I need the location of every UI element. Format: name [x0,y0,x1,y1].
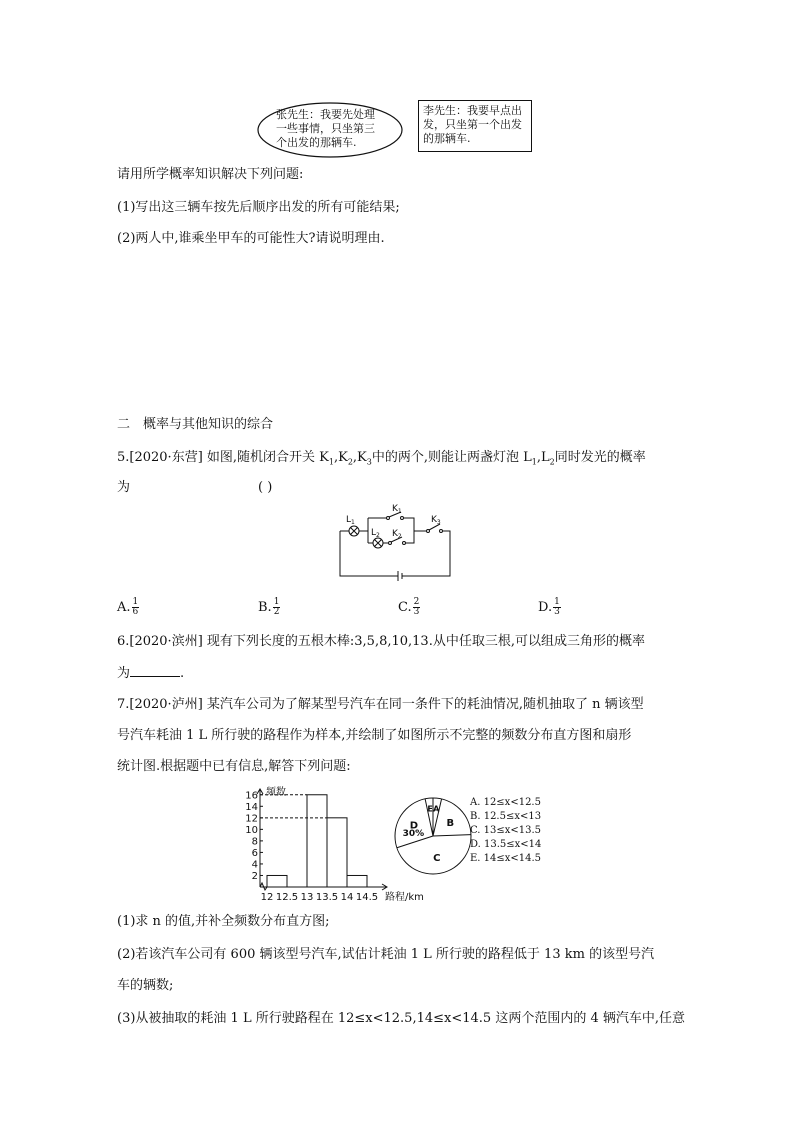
x-tick-label: 13 [300,892,314,903]
label-l2: $L_2$ [371,528,380,539]
q5-line1: 5.[2020·东营] 如图,随机闭合开关 $K_1,K_2,K_3$中的两个,则能让两盏灯泡 $L_1,L_2$同时发光的概率 [117,450,646,467]
sector-chart [392,795,474,877]
q6-line1: 6.[2020·滨州] 现有下列长度的五根木棒:3,5,8,10,13.从中任取三根,可以组成三角形的概率 [117,634,645,649]
y-tick-label: 12 [245,813,258,825]
q5-answer-paren: ( ) [258,480,273,495]
option-d[interactable]: D. $\frac{1}{3}$ [538,597,560,617]
li-line-3: 的那辆车. [423,132,471,145]
q6-line2: 为 . [117,666,185,681]
y-tick-label: 10 [245,824,258,836]
q7-line2: 号汽车耗油 1 L 所行驶的路程作为样本,并绘制了如图所示不完整的频数分布直方图和扇形 [117,728,632,743]
zhang-line-1: 张先生：我要先处理 [276,108,375,121]
li-speech-text [423,104,531,146]
histogram-bar [327,818,347,887]
circuit-diagram [330,500,460,582]
pie-percent-d: 30% [402,829,425,840]
label-k3: $K_3$ [431,515,441,526]
legend-item-b: B. 12.5≤x<13 [470,811,542,822]
q7-line1: 7.[2020·泸州] 某汽车公司为了解某型号汽车在同一条件下的耗油情况,随机抽取了 n 辆该型 [117,697,644,712]
pie-label-e: E [427,804,433,814]
section-title: 二 概率与其他知识的综合 [117,417,274,432]
q7-part3: (3)从被抽取的耗油 1 L 所行驶路程在 12≤x<12.5,14≤x<14.5 这两个范围内的 4 辆汽车中,任意 [117,1011,685,1026]
x-axis-label: 路程/km [385,892,424,903]
q7-line3: 统计图.根据题中已有信息,解答下列问题: [117,759,351,774]
x-tick-label: 14 [340,892,354,903]
pie-label-c: C [433,853,441,865]
pie-label-a: A [433,804,440,814]
q7-part2a: (2)若该汽车公司有 600 辆该型号汽车,试估计耗油 1 L 所行驶的路程低于 13 km 的该型号汽 [117,947,655,962]
option-c[interactable]: C. $\frac{2}{3}$ [398,597,420,617]
li-line-2: 发，只坐第一个出发 [423,118,522,131]
x-tick-label: 12.5 [275,892,299,903]
legend-item-a: A. 12≤x<12.5 [470,797,541,808]
label-k1: $K_1$ [392,504,402,515]
y-tick-label: 6 [251,847,258,859]
pie-divider [433,835,471,836]
histogram-bar [267,875,287,887]
x-tick-label: 13.5 [315,892,339,903]
li-line-1: 李先生：我要早点出 [423,104,522,117]
zhang-speech-text [276,108,396,150]
option-a[interactable]: A. $\frac{1}{6}$ [117,597,139,617]
y-tick-label: 4 [251,859,258,871]
y-tick-label: 14 [245,801,258,813]
y-axis-label: 频数 [266,787,286,798]
q6-answer-blank[interactable] [130,664,180,677]
zhang-line-3: 个出发的那辆车. [276,136,357,149]
x-tick-label: 12 [260,892,274,903]
histogram-bar [307,795,327,887]
q4-part1: (1)写出这三辆车按先后顺序出发的所有可能结果; [117,200,400,215]
zhang-line-2: 一些事情，只坐第三 [276,122,375,135]
pie-legend [470,796,541,866]
q5-text-a: 5.[2020·东营] 如图,随机闭合开关 K [117,450,329,465]
legend-item-e: E. 14≤x<14.5 [470,853,542,864]
q5-text-c: 同时发光的概率 [554,450,646,465]
legend-item-d: D. 13.5≤x<14 [470,839,542,850]
q7-part1: (1)求 n 的值,并补全频数分布直方图; [117,914,330,929]
y-tick-label: 8 [251,836,258,848]
y-tick-label: 16 [245,790,258,802]
q5-line2: 为 [117,480,131,495]
y-tick-label: 2 [251,870,258,882]
pie-label-d: D [409,820,419,832]
label-l1: $L_1$ [346,515,355,526]
legend-item-c: C. 13≤x<13.5 [470,825,542,836]
q4-part2: (2)两人中,谁乘坐甲车的可能性大?请说明理由. [117,231,385,246]
pie-label-b: B [446,817,455,829]
q4-intro: 请用所学概率知识解决下列问题: [117,167,304,182]
label-k2: $K_2$ [392,529,402,540]
q7-part2b: 车的辆数; [117,978,174,993]
histogram-bar [347,875,367,887]
option-b[interactable]: B. $\frac{1}{2}$ [258,597,280,617]
q5-text-b: 中的两个,则能让两盏灯泡 L [371,450,532,465]
x-tick-label: 14.5 [355,892,379,903]
